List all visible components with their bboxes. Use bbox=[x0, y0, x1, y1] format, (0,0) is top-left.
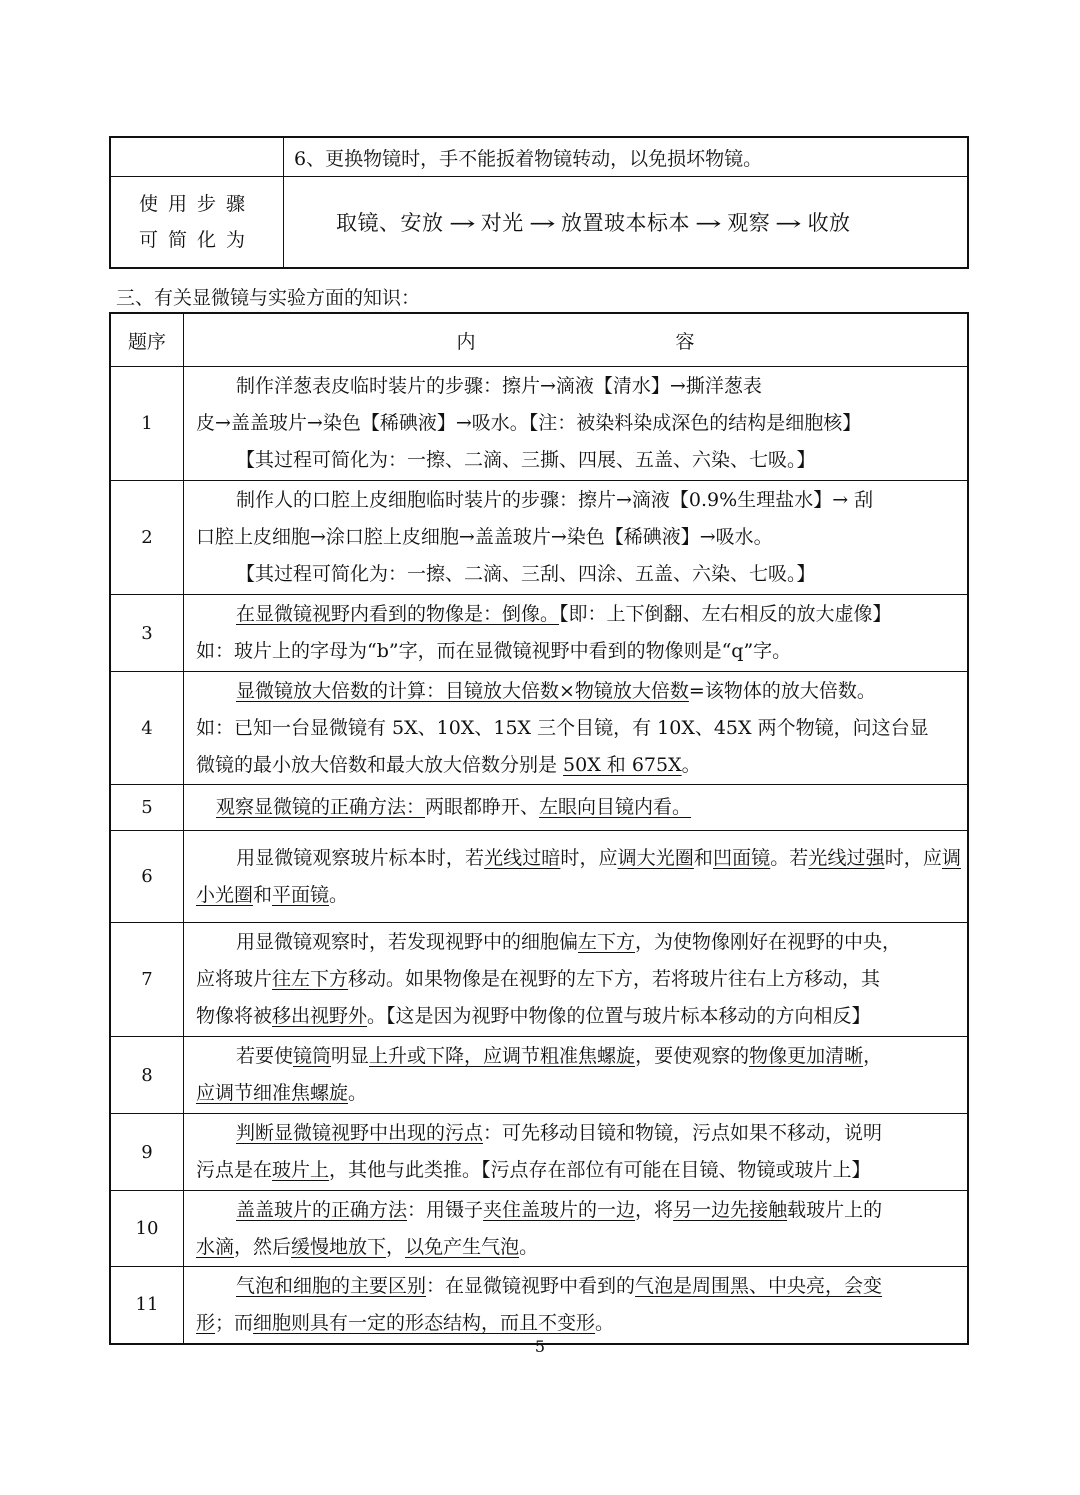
row6-underlined: 调小光圈 bbox=[196, 846, 961, 906]
table-row bbox=[110, 481, 968, 595]
table-row bbox=[110, 367, 968, 481]
usage-steps-table bbox=[109, 136, 969, 269]
row-content bbox=[184, 481, 969, 595]
table-row bbox=[110, 177, 968, 269]
row5-underlined-b: 左眼向目镜内看。 bbox=[539, 796, 692, 818]
row4-answer: 50X 和 675X bbox=[563, 753, 682, 776]
row9-seg: ，其他与此类推。【污点存在部位有可能在目镜、物镜或玻片上】 bbox=[329, 1159, 871, 1181]
row8-seg: 明显 bbox=[331, 1045, 370, 1067]
row6-underlined: 光线过强 bbox=[808, 846, 885, 869]
row10-seg: ：用镊子 bbox=[407, 1198, 484, 1221]
header-number: 题序 bbox=[110, 313, 184, 367]
row10-seg: 载玻片上的 bbox=[787, 1198, 883, 1221]
row8-seg: ，要使观察的 bbox=[635, 1045, 750, 1067]
row10-seg: 。 bbox=[519, 1235, 539, 1258]
steps-label bbox=[110, 177, 284, 269]
row8-seg: 若要使 bbox=[236, 1045, 294, 1067]
row-number: 8 bbox=[110, 1037, 184, 1114]
row10-underlined: 夹住盖玻片的一边 bbox=[483, 1198, 636, 1221]
row-content bbox=[184, 672, 969, 785]
arrow-right-icon: → bbox=[528, 211, 557, 235]
row4-line3a: 微镜的最小放大倍数和最大放大倍数分别是 bbox=[196, 753, 564, 776]
row2-line3: 【其过程可简化为：一擦、二滴、三刮、四涂、五盖、六染、七吸。】 bbox=[236, 563, 816, 585]
row-number: 11 bbox=[110, 1267, 184, 1344]
row7-underlined: 移出视野外 bbox=[272, 1005, 368, 1027]
row3-text: 【即：上下倒翻、左右相反的放大虚像】 bbox=[559, 603, 892, 625]
row-number: 9 bbox=[110, 1114, 184, 1191]
row-content bbox=[184, 1114, 969, 1191]
step-2: 对光 bbox=[480, 211, 524, 235]
row11-underlined: 细胞则具有一定的形态结构，而且不变形 bbox=[253, 1311, 596, 1334]
row4-line2: 如：已知一台显微镜有 5X、10X、15X 三个目镜，有 10X、45X 两个物镜，问这台显 bbox=[196, 716, 929, 739]
row4-line3b: 。 bbox=[681, 753, 701, 776]
row-content bbox=[184, 1267, 969, 1344]
row6-seg: 。 bbox=[329, 883, 349, 906]
row-number: 4 bbox=[110, 672, 184, 785]
row2-line1: 制作人的口腔上皮细胞临时装片的步骤：擦片→滴液【0.9%生理盐水】→ 刮 bbox=[236, 489, 874, 511]
row6-seg: 时，应 bbox=[560, 846, 618, 869]
empty-cell bbox=[110, 137, 284, 177]
row-number: 10 bbox=[110, 1191, 184, 1267]
row8-seg: 。 bbox=[348, 1082, 368, 1104]
row6-text: 6、更换物镜时，手不能扳着物镜转动，以免损坏物镜。 bbox=[284, 137, 969, 177]
row11-underlined: 气泡是周围黑、中央亮，会变 bbox=[635, 1274, 883, 1297]
row-number: 5 bbox=[110, 785, 184, 831]
row10-seg: ，然后 bbox=[234, 1235, 292, 1258]
steps-flow bbox=[284, 177, 969, 269]
row-number: 7 bbox=[110, 923, 184, 1037]
table-row bbox=[110, 785, 968, 831]
arrow-right-icon: → bbox=[775, 211, 803, 235]
arrow-right-icon: → bbox=[448, 211, 476, 235]
row6-underlined: 平面镜 bbox=[272, 883, 330, 906]
row10-underlined: 缓慢地放下 bbox=[291, 1235, 387, 1258]
row8-underlined: 上升或下降，应调节粗准焦螺旋 bbox=[369, 1045, 636, 1067]
header-content-a: 内 bbox=[456, 330, 476, 353]
row6-seg: 和 bbox=[693, 846, 713, 869]
row11-seg: ：在显微镜视野中看到的 bbox=[426, 1274, 636, 1297]
row5-text: 两眼都睁开、 bbox=[425, 796, 540, 818]
row-content bbox=[184, 785, 969, 831]
row9-seg: 污点是在 bbox=[196, 1159, 273, 1181]
row-content bbox=[184, 1191, 969, 1267]
row8-underlined: 应调节细准焦螺旋 bbox=[196, 1082, 349, 1104]
step-3: 放置玻本标本 bbox=[561, 211, 691, 235]
row2-line2: 口腔上皮细胞→涂口腔上皮细胞→盖盖玻片→染色【稀碘液】→吸水。 bbox=[196, 526, 773, 548]
table-row bbox=[110, 1191, 968, 1267]
row11-underlined: 形 bbox=[196, 1311, 216, 1334]
steps-label-line1: 使用步骤 bbox=[138, 193, 255, 215]
row6-seg: 用显微镜观察玻片标本时，若 bbox=[236, 846, 485, 869]
row-content bbox=[184, 367, 969, 481]
row3-line2: 如：玻片上的字母为“b”字，而在显微镜视野中看到的物像则是“q”字。 bbox=[196, 640, 792, 662]
row-content bbox=[184, 923, 969, 1037]
page-number: 5 bbox=[534, 1337, 546, 1356]
row8-seg: ， bbox=[863, 1045, 883, 1067]
header-content-b: 容 bbox=[675, 330, 695, 353]
row10-underlined: 盖盖玻片的正确方法 bbox=[236, 1198, 408, 1221]
row-number: 2 bbox=[110, 481, 184, 595]
table-row bbox=[110, 1114, 968, 1191]
table-header-row bbox=[110, 313, 968, 367]
row7-seg: ，为使物像刚好在视野的中央， bbox=[635, 931, 902, 953]
row-number: 3 bbox=[110, 595, 184, 672]
row4-text: =该物体的放大倍数。 bbox=[688, 679, 876, 702]
row6-underlined: 凹面镜 bbox=[713, 846, 771, 869]
row-number: 6 bbox=[110, 831, 184, 923]
row6-underlined: 光线过暗 bbox=[484, 846, 561, 869]
row9-underlined: 判断显微镜视野中出现的污点 bbox=[236, 1122, 484, 1144]
row7-seg: 。【这是因为视野中物像的位置与玻片标本移动的方向相反】 bbox=[367, 1005, 871, 1027]
row7-underlined: 往左下方 bbox=[272, 968, 349, 990]
row8-underlined: 镜筒 bbox=[293, 1045, 332, 1067]
arrow-right-icon: → bbox=[694, 211, 723, 235]
table-row bbox=[110, 1037, 968, 1114]
table-row bbox=[110, 137, 968, 177]
row7-seg: 移动。如果物像是在视野的左下方，若将玻片往右上方移动，其 bbox=[348, 968, 881, 990]
steps-label-line2: 可简化为 bbox=[138, 229, 255, 251]
row3-underlined: 在显微镜视野内看到的物像是：倒像。 bbox=[236, 603, 560, 625]
row1-line3: 【其过程可简化为：一擦、二滴、三撕、四展、五盖、六染、七吸。】 bbox=[236, 449, 816, 471]
row6-seg: 和 bbox=[253, 883, 273, 906]
knowledge-table bbox=[109, 312, 969, 1345]
row8-underlined: 物像更加清晰 bbox=[749, 1045, 864, 1067]
row11-seg: ；而 bbox=[215, 1311, 254, 1334]
row-content bbox=[184, 831, 969, 923]
table-row bbox=[110, 595, 968, 672]
table-row bbox=[110, 923, 968, 1037]
row11-underlined: 气泡和细胞的主要区别 bbox=[236, 1274, 427, 1297]
row7-underlined: 左下方 bbox=[578, 931, 636, 953]
row7-seg: 用显微镜观察时，若发现视野中的细胞偏 bbox=[236, 931, 579, 953]
row7-seg: 应将玻片 bbox=[196, 968, 273, 990]
row-number: 1 bbox=[110, 367, 184, 481]
row6-seg: 。若 bbox=[770, 846, 809, 869]
row10-underlined: 以免产生气泡 bbox=[405, 1235, 520, 1258]
step-1: 取镜、安放 bbox=[336, 211, 444, 235]
table-row bbox=[110, 831, 968, 923]
step-4: 观察 bbox=[727, 211, 771, 235]
row7-seg: 物像将被 bbox=[196, 1005, 273, 1027]
row10-seg: ， bbox=[386, 1235, 406, 1258]
row9-seg: ：可先移动目镜和物镜，污点如果不移动，说明 bbox=[483, 1122, 883, 1144]
header-content bbox=[184, 313, 969, 367]
row1-line1: 制作洋葱表皮临时装片的步骤：擦片→滴液【清水】→撕洋葱表 bbox=[236, 375, 762, 397]
row9-underlined: 玻片上 bbox=[272, 1159, 330, 1181]
row1-line2: 皮→盖盖玻片→染色【稀碘液】→吸水。【注：被染料染成深色的结构是细胞核】 bbox=[196, 412, 862, 434]
row5-underlined-a: 观察显微镜的正确方法： bbox=[216, 796, 426, 818]
row6-underlined: 调大光圈 bbox=[617, 846, 694, 869]
table-row bbox=[110, 1267, 968, 1344]
row10-seg: ，将 bbox=[635, 1198, 674, 1221]
row-content bbox=[184, 595, 969, 672]
step-5: 收放 bbox=[807, 211, 851, 235]
row4-underlined: 显微镜放大倍数的计算：目镜放大倍数×物镜放大倍数 bbox=[236, 679, 689, 702]
row6-seg: 时，应 bbox=[884, 846, 942, 869]
section-title: 三、有关显微镜与实验方面的知识： bbox=[116, 287, 421, 309]
row10-underlined: 水滴 bbox=[196, 1235, 235, 1258]
row-content bbox=[184, 1037, 969, 1114]
row10-underlined: 另一边先接触 bbox=[673, 1198, 788, 1221]
table-row bbox=[110, 672, 968, 785]
row11-seg: 。 bbox=[595, 1311, 615, 1334]
